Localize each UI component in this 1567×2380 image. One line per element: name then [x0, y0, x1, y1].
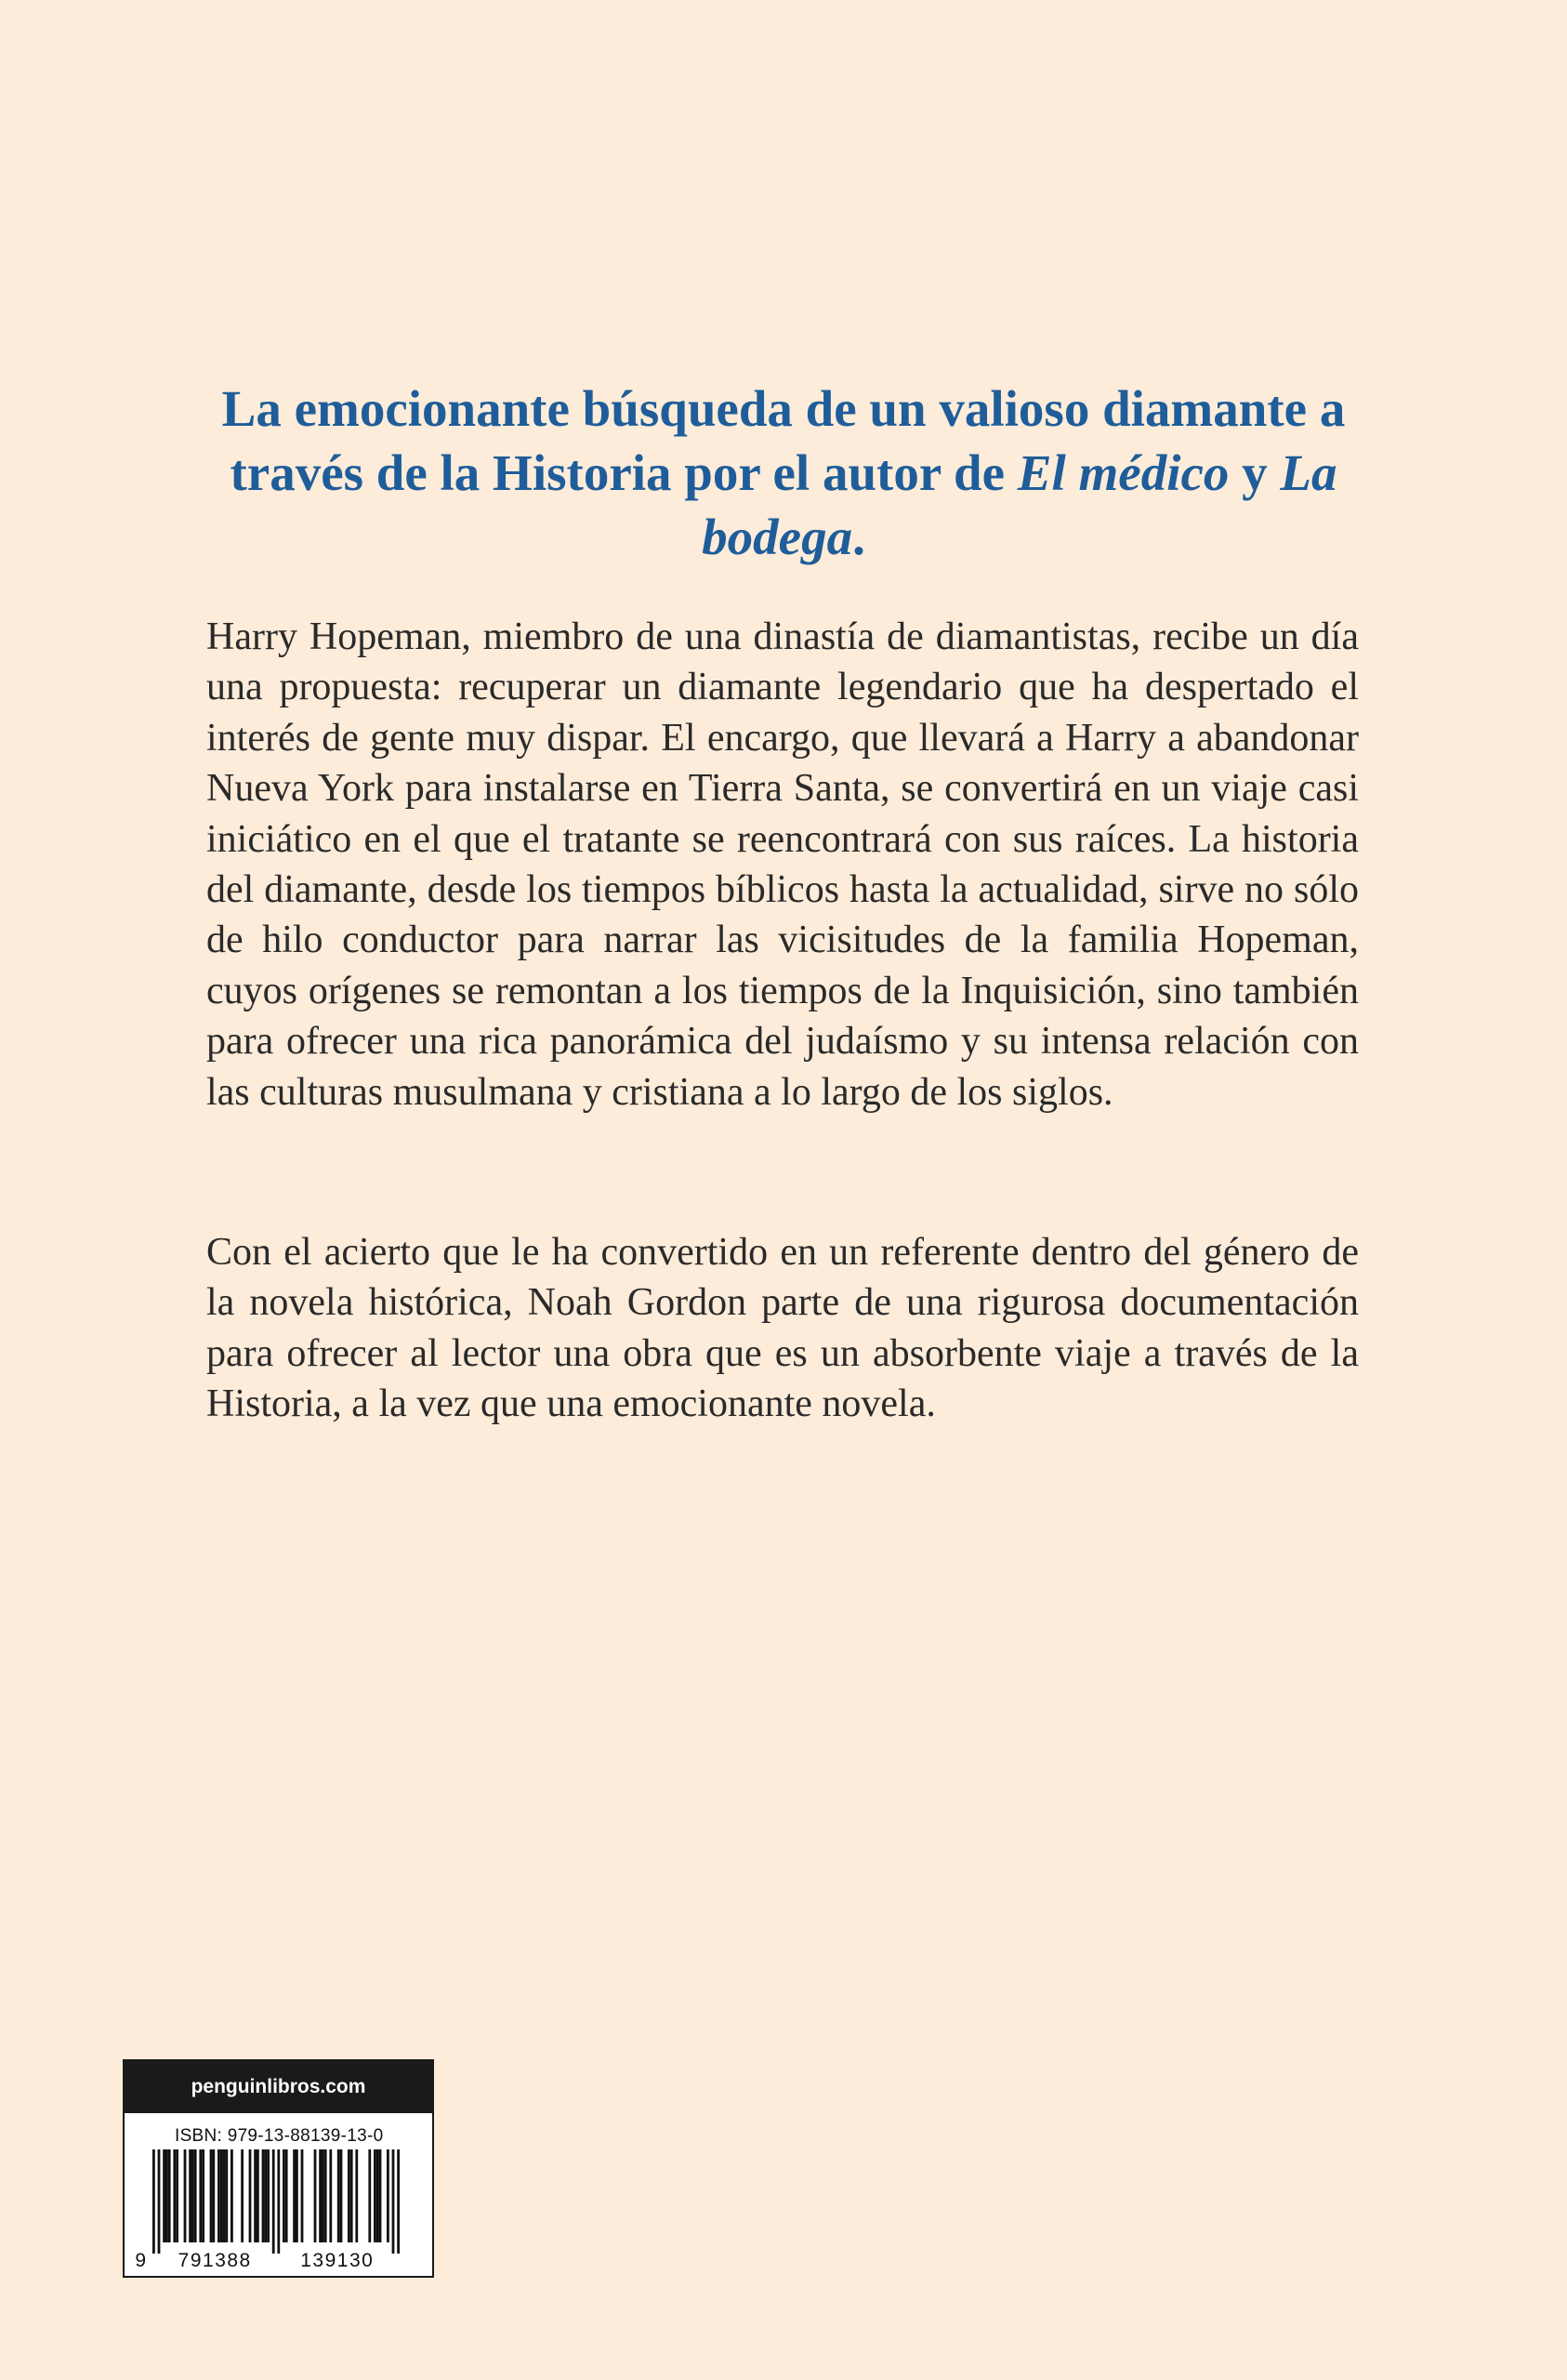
barcode-bar [168, 2149, 171, 2242]
isbn-barcode-box [123, 2059, 434, 2278]
barcode-bar [217, 2149, 220, 2242]
barcode-digits: 139130 [300, 2250, 375, 2271]
barcode-bar [220, 2149, 223, 2242]
barcode-bar [264, 2149, 267, 2242]
barcode-bar [301, 2149, 304, 2242]
barcode-bar [163, 2149, 165, 2242]
barcode-bar [165, 2149, 168, 2242]
barcode [132, 2149, 428, 2274]
barcode-bar [293, 2149, 296, 2242]
barcode-bar [199, 2149, 202, 2242]
barcode-bar [337, 2149, 340, 2242]
barcode-bar [158, 2149, 161, 2254]
barcode-bar [152, 2149, 155, 2254]
barcode-bar [184, 2149, 187, 2242]
barcode-bar [368, 2149, 371, 2242]
barcode-bar [254, 2149, 257, 2242]
barcode-bar [379, 2149, 382, 2242]
barcode-bar [387, 2149, 389, 2242]
barcode-bar [267, 2149, 270, 2242]
barcode-bar [348, 2149, 350, 2242]
barcode-bar [355, 2149, 358, 2242]
barcode-bar [272, 2149, 275, 2254]
barcode-bar [392, 2149, 395, 2254]
barcode-bar [285, 2149, 288, 2242]
tagline-joiner: y [1229, 444, 1281, 501]
barcode-bar [257, 2149, 259, 2242]
barcode-bar [374, 2149, 376, 2242]
tagline-work-1: El médico [1017, 444, 1230, 501]
barcode-bar [296, 2149, 298, 2242]
barcode-bar [210, 2149, 213, 2242]
synopsis-paragraph-2: Con el acierto que le ha convertido en un referente dentro del género de la novela histórica, Noah Gordon parte de una rigurosa documentación para ofrecer al lector una obra que es un absorbente viaje a través de la Historia, a la vez que una emocionante novela. [206, 1231, 1359, 1426]
barcode-bar [376, 2149, 379, 2242]
barcode-bar [249, 2149, 252, 2242]
barcode-bar [314, 2149, 317, 2242]
barcode-bar [329, 2149, 332, 2242]
barcode-digits: 791388 [178, 2250, 252, 2271]
barcode-bar [262, 2149, 265, 2242]
synopsis-paragraph-1: Harry Hopeman, miembro de una dinastía de diamantistas, recibe un día una propuesta: recuperar un diamante legendario que ha despertado el interés de gente muy dispar. El encargo, que llevará a Harry a abandonar Nueva York para instalarse en Tierra Santa, se convertirá en un viaje casi iniciático en el que el tratante se reencontrará con sus raíces. La historia del diamante, desde los tiempos bíblicos hasta la actualidad, sirve no sólo de hilo conductor para narrar las vicisitudes de la familia Hopeman, cuyos orígenes se remontan a los tiempos de la Inquisición, sino también para ofrecer una rica panorámica del judaísmo y su intensa relación con las culturas musulmana y cristiana a lo largo de los siglos. [206, 615, 1359, 1114]
barcode-bar [397, 2149, 400, 2254]
barcode-bar [202, 2149, 204, 2242]
barcode-bar [277, 2149, 280, 2254]
isbn-number: ISBN: 979-13-88139-13-0 [175, 2126, 384, 2146]
barcode-bar [350, 2149, 353, 2242]
publisher-website: penguinlibros.com [125, 2061, 432, 2113]
tagline-work-2: La bodega [702, 444, 1337, 565]
barcode-bar [223, 2149, 226, 2242]
barcode-bar [194, 2149, 197, 2242]
barcode-bar [324, 2149, 327, 2242]
barcode-digits: 9 [135, 2250, 148, 2271]
tagline-lead: La emocionante búsqueda de un valioso diamante a través de la Historia por el autor de [221, 380, 1346, 501]
barcode-bar [319, 2149, 322, 2242]
barcode-bar [189, 2149, 191, 2242]
barcode-bar [241, 2149, 244, 2242]
barcode-bar [176, 2149, 178, 2242]
barcode-bar [191, 2149, 194, 2242]
tagline [186, 377, 1381, 569]
barcode-bar [340, 2149, 343, 2242]
barcode-bar [173, 2149, 176, 2242]
barcode-bar [283, 2149, 285, 2242]
barcode-bar [230, 2149, 233, 2242]
barcode-bar [225, 2149, 228, 2242]
tagline-end: . [852, 509, 865, 565]
barcode-bar [212, 2149, 215, 2242]
barcode-bar [322, 2149, 324, 2242]
